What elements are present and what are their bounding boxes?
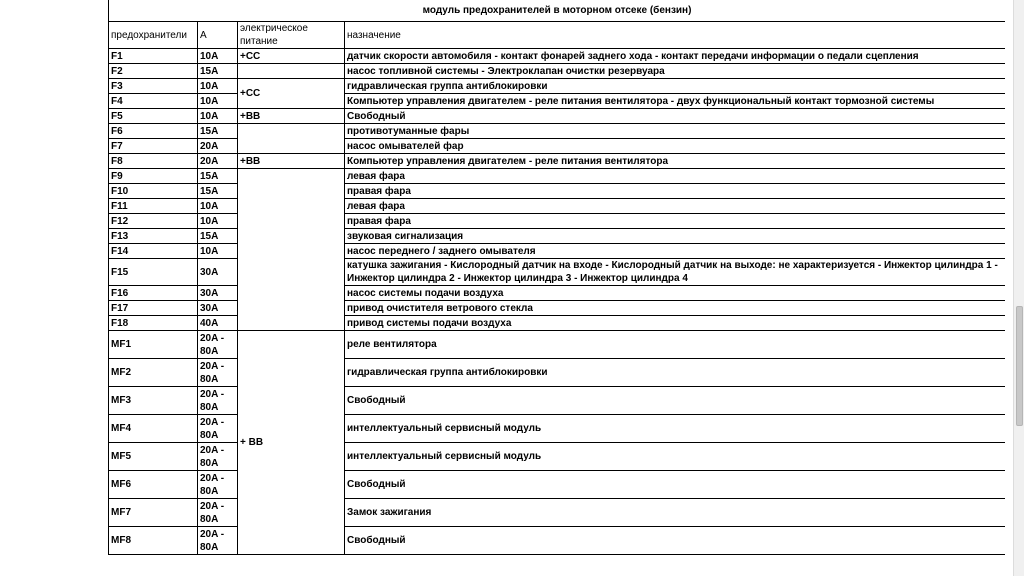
fuse-id: MF6	[109, 471, 198, 499]
fuse-purpose: противотуманные фары	[345, 124, 1006, 139]
fuse-id: F6	[109, 124, 198, 139]
table-row	[109, 124, 1006, 139]
fuse-id: F12	[109, 214, 198, 229]
fuse-purpose: реле вентилятора	[345, 331, 1006, 359]
fuse-id: MF1	[109, 331, 198, 359]
fuse-purpose: интеллектуальный сервисный модуль	[345, 415, 1006, 443]
fuse-amp: 10A	[198, 49, 238, 64]
fuse-amp: 20A - 80A	[198, 359, 238, 387]
fuse-table	[108, 0, 1005, 555]
fuse-id: F17	[109, 301, 198, 316]
fuse-power: +BB	[238, 154, 345, 169]
fuse-amp: 15A	[198, 229, 238, 244]
fuse-purpose: правая фара	[345, 184, 1006, 199]
table-row	[109, 79, 1006, 94]
fuse-amp: 15A	[198, 184, 238, 199]
fuse-purpose: Свободный	[345, 527, 1006, 555]
fuse-purpose: насос топливной системы - Электроклапан очистки резервуара	[345, 64, 1006, 79]
table-row	[109, 109, 1006, 124]
header-power: электрическое питание	[238, 22, 345, 49]
scrollbar-thumb[interactable]	[1016, 306, 1023, 426]
fuse-purpose: Компьютер управления двигателем - реле питания вентилятора	[345, 154, 1006, 169]
fuse-purpose: левая фара	[345, 199, 1006, 214]
fuse-purpose: Свободный	[345, 471, 1006, 499]
header-purpose: назначение	[345, 22, 1006, 49]
fuse-purpose: Свободный	[345, 387, 1006, 415]
fuse-purpose: звуковая сигнализация	[345, 229, 1006, 244]
fuse-id: F7	[109, 139, 198, 154]
table-header-row	[109, 22, 1006, 49]
fuse-power: + BB	[238, 331, 345, 555]
fuse-amp: 20A - 80A	[198, 331, 238, 359]
fuse-power	[238, 169, 345, 331]
fuse-power: +CC	[238, 49, 345, 64]
fuse-id: MF2	[109, 359, 198, 387]
vertical-scrollbar[interactable]	[1013, 0, 1024, 576]
fuse-purpose: Свободный	[345, 109, 1006, 124]
fuse-purpose: привод очистителя ветрового стекла	[345, 301, 1006, 316]
fuse-purpose: Замок зажигания	[345, 499, 1006, 527]
fuse-amp: 20A - 80A	[198, 499, 238, 527]
table-row	[109, 154, 1006, 169]
fuse-power	[238, 64, 345, 79]
fuse-purpose: Компьютер управления двигателем - реле питания вентилятора - двух функциональный контакт тормозной системы	[345, 94, 1006, 109]
fuse-id: F16	[109, 286, 198, 301]
fuse-amp: 20A	[198, 139, 238, 154]
fuse-amp: 10A	[198, 79, 238, 94]
fuse-id: F8	[109, 154, 198, 169]
fuse-power: +BB	[238, 109, 345, 124]
table-row	[109, 49, 1006, 64]
fuse-amp: 30A	[198, 259, 238, 286]
fuse-purpose: гидравлическая группа антиблокировки	[345, 79, 1006, 94]
fuse-amp: 40A	[198, 316, 238, 331]
fuse-id: MF5	[109, 443, 198, 471]
fuse-amp: 10A	[198, 94, 238, 109]
table-row	[109, 331, 1006, 359]
fuse-id: F14	[109, 244, 198, 259]
fuse-id: F1	[109, 49, 198, 64]
fuse-amp: 20A - 80A	[198, 443, 238, 471]
fuse-purpose: насос переднего / заднего омывателя	[345, 244, 1006, 259]
fuse-id: F18	[109, 316, 198, 331]
fuse-amp: 10A	[198, 214, 238, 229]
fuse-id: F4	[109, 94, 198, 109]
fuse-id: MF3	[109, 387, 198, 415]
fuse-amp: 20A	[198, 154, 238, 169]
fuse-purpose: датчик скорости автомобиля - контакт фонарей заднего хода - контакт передачи информации о педали сцепления	[345, 49, 1006, 64]
fuse-id: F5	[109, 109, 198, 124]
fuse-purpose: насос омывателей фар	[345, 139, 1006, 154]
fuse-purpose: левая фара	[345, 169, 1006, 184]
fuse-amp: 10A	[198, 109, 238, 124]
fuse-amp: 30A	[198, 286, 238, 301]
fuse-amp: 15A	[198, 64, 238, 79]
fuse-id: F3	[109, 79, 198, 94]
fuse-purpose: насос системы подачи воздуха	[345, 286, 1006, 301]
table-title: модуль предохранителей в моторном отсеке (бензин)	[109, 0, 1006, 22]
fuse-id: F10	[109, 184, 198, 199]
fuse-purpose: правая фара	[345, 214, 1006, 229]
table-row	[109, 169, 1006, 184]
fuse-id: MF8	[109, 527, 198, 555]
fuse-purpose: катушка зажигания - Кислородный датчик на входе - Кислородный датчик на выходе: не характеризуется - Инжектор цилиндра 1 - Инжектор цилиндра 2 - Инжектор цилиндра 3 - Инжектор цилиндра 4	[345, 259, 1006, 286]
fuse-id: F13	[109, 229, 198, 244]
fuse-purpose: привод системы подачи воздуха	[345, 316, 1006, 331]
fuse-amp: 20A - 80A	[198, 415, 238, 443]
fuse-id: F15	[109, 259, 198, 286]
fuse-id: MF4	[109, 415, 198, 443]
fuse-amp: 30A	[198, 301, 238, 316]
fuse-amp: 15A	[198, 169, 238, 184]
fuse-amp: 15A	[198, 124, 238, 139]
fuse-id: F11	[109, 199, 198, 214]
fuse-purpose: гидравлическая группа антиблокировки	[345, 359, 1006, 387]
fuse-id: F2	[109, 64, 198, 79]
fuse-amp: 20A - 80A	[198, 387, 238, 415]
header-fuse: предохранители	[109, 22, 198, 49]
table-row	[109, 64, 1006, 79]
fuse-power: +CC	[238, 79, 345, 109]
fuse-amp: 20A - 80A	[198, 527, 238, 555]
fuse-id: F9	[109, 169, 198, 184]
fuse-table-sheet	[108, 0, 1005, 576]
fuse-power	[238, 124, 345, 154]
header-amp: A	[198, 22, 238, 49]
fuse-amp: 10A	[198, 244, 238, 259]
fuse-amp: 10A	[198, 199, 238, 214]
fuse-id: MF7	[109, 499, 198, 527]
table-title-row	[109, 0, 1006, 22]
fuse-purpose: интеллектуальный сервисный модуль	[345, 443, 1006, 471]
fuse-amp: 20A - 80A	[198, 471, 238, 499]
